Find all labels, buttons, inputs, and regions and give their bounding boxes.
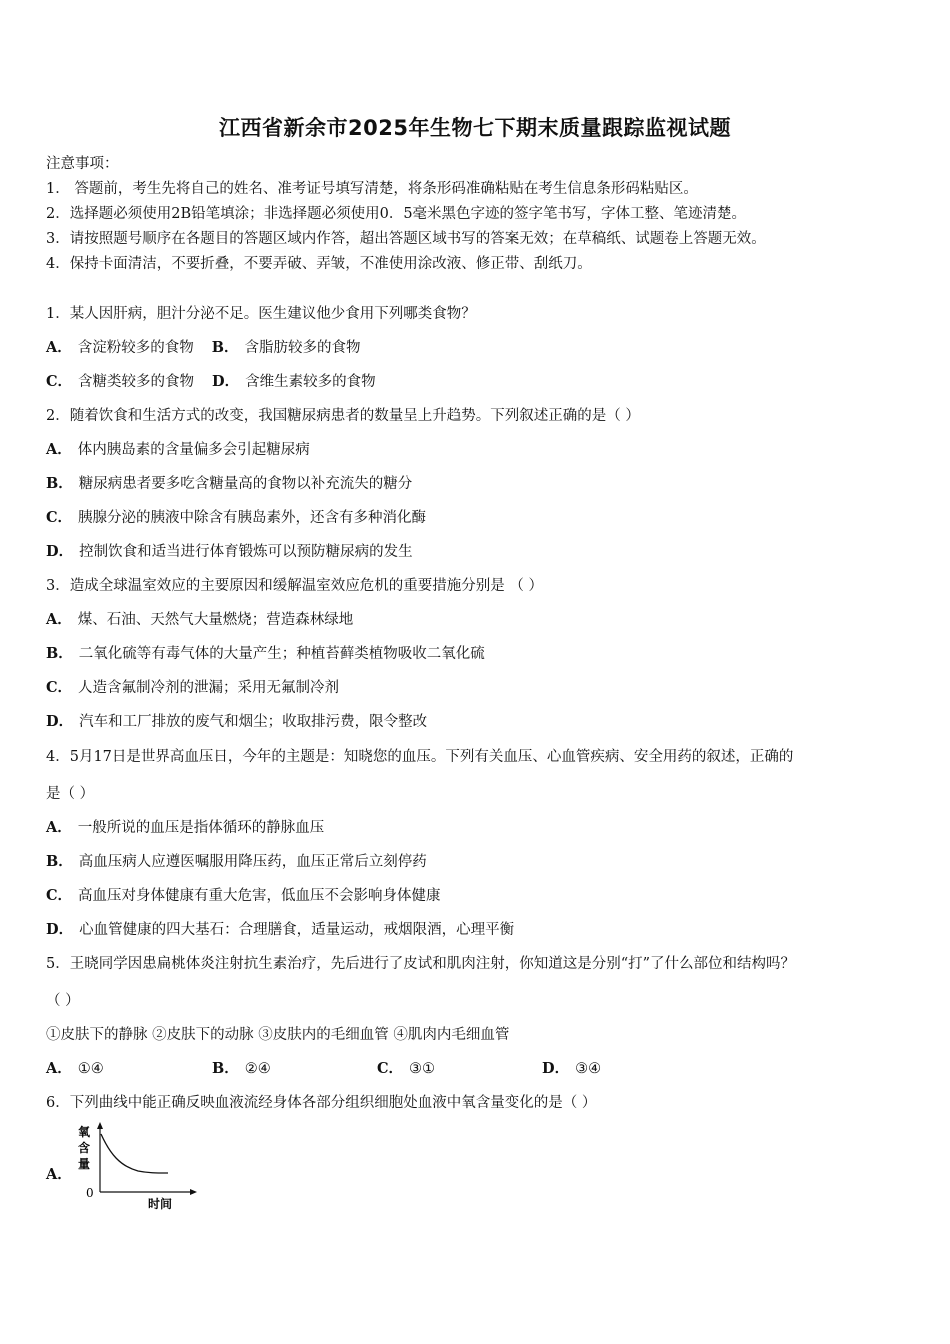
graph-curve bbox=[101, 1134, 168, 1173]
q3-option-a-row bbox=[46, 608, 353, 629]
q3-stem: 3．造成全球温室效应的主要原因和缓解温室效应危机的重要措施分别是 （ ） bbox=[46, 578, 543, 594]
graph-x-label: 时间 bbox=[148, 1197, 173, 1211]
q3-option-d: 汽车和工厂排放的废气和烟尘；收取排污费，限令整改 bbox=[79, 714, 428, 730]
q5-option-c: ③① bbox=[409, 1061, 436, 1077]
q1-option-b: 含脂肪较多的食物 bbox=[244, 340, 361, 356]
q5-option-a: ①④ bbox=[77, 1061, 104, 1077]
q1-options-row2 bbox=[46, 370, 376, 391]
q6-option-a-graph bbox=[76, 1120, 200, 1212]
q2-option-c-row bbox=[46, 506, 426, 527]
page-title: 江西省新余市2025年生物七下期末质量跟踪监视试题 bbox=[219, 116, 731, 140]
graph-y-label-1: 氧 bbox=[78, 1125, 91, 1139]
q5-items: ①皮肤下的静脉 ②皮肤下的动脉 ③皮肤内的毛细血管 ④肌肉内毛细血管 bbox=[46, 1027, 510, 1043]
q1-option-d: 含维生素较多的食物 bbox=[245, 374, 376, 390]
notice-item-2: 2．选择题必须使用2B铅笔填涂；非选择题必须使用0．5毫米黑色字迹的签字笔书写，字体工整、笔迹清楚。 bbox=[46, 206, 747, 222]
q2-option-a-row bbox=[46, 438, 310, 459]
graph-y-arrow bbox=[97, 1122, 103, 1129]
q5-b-label: B． bbox=[212, 1060, 239, 1077]
q4-option-c-row bbox=[46, 884, 441, 905]
q6-a-label: A． bbox=[46, 1166, 72, 1183]
q2-option-b-row bbox=[46, 472, 412, 493]
q4-b-label: B． bbox=[46, 853, 73, 870]
q3-a-label: A． bbox=[46, 611, 72, 628]
q2-option-b: 糖尿病患者要多吃含糖量高的食物以补充流失的糖分 bbox=[78, 476, 413, 492]
q3-c-label: C． bbox=[46, 679, 73, 696]
notice-item-1: 1． 答题前，考生先将自己的姓名、准考证号填写清楚，将条形码准确粘贴在考生信息条形码粘贴区。 bbox=[46, 181, 698, 197]
q1-options-row1 bbox=[46, 336, 361, 357]
q5-d-label: D． bbox=[542, 1060, 570, 1077]
q1-option-a: 含淀粉较多的食物 bbox=[77, 340, 194, 356]
q4-option-c: 高血压对身体健康有重大危害，低血压不会影响身体健康 bbox=[78, 888, 441, 904]
q2-option-d-row bbox=[46, 540, 413, 561]
q4-stem-line2: 是（ ） bbox=[46, 786, 95, 802]
q2-option-c: 胰腺分泌的胰液中除含有胰岛素外，还含有多种消化酶 bbox=[78, 510, 427, 526]
graph-origin: 0 bbox=[86, 1186, 94, 1200]
q4-option-d-row bbox=[46, 918, 514, 939]
q2-option-a: 体内胰岛素的含量偏多会引起糖尿病 bbox=[77, 442, 310, 458]
q4-option-b: 高血压病人应遵医嘱服用降压药，血压正常后立刻停药 bbox=[78, 854, 427, 870]
q2-d-label: D． bbox=[46, 543, 74, 560]
graph-y-label-3: 量 bbox=[78, 1157, 91, 1171]
q3-d-label: D． bbox=[46, 713, 74, 730]
q3-option-a: 煤、石油、天然气大量燃烧；营造森林绿地 bbox=[77, 612, 354, 628]
q4-option-d: 心血管健康的四大基石：合理膳食，适量运动，戒烟限酒，心理平衡 bbox=[79, 922, 515, 938]
q3-b-label: B． bbox=[46, 645, 73, 662]
q5-option-d: ③④ bbox=[575, 1061, 602, 1077]
q6-stem: 6．下列曲线中能正确反映血液流经身体各部分组织细胞处血液中氧含量变化的是（ ） bbox=[46, 1095, 597, 1111]
q1-a-label: A． bbox=[46, 339, 72, 356]
q4-option-a-row bbox=[46, 816, 324, 837]
q1-option-c: 含糖类较多的食物 bbox=[78, 374, 195, 390]
q1-b-label: B． bbox=[211, 339, 239, 356]
q1-stem: 1．某人因肝病，胆汁分泌不足。医生建议他少食用下列哪类食物？ bbox=[46, 306, 476, 322]
notice-item-3: 3．请按照题号顺序在各题目的答题区域内作答，超出答题区域书写的答案无效；在草稿纸、试题卷上答题无效。 bbox=[46, 231, 766, 247]
q4-stem-line1: 4．5月17日是世界高血压日，今年的主题是：知晓您的血压。下列有关血压、心血管疾病、安全用药的叙述，正确的 bbox=[46, 749, 794, 765]
q2-option-d: 控制饮食和适当进行体育锻炼可以预防糖尿病的发生 bbox=[79, 544, 413, 560]
notice-item-4: 4．保持卡面清洁，不要折叠，不要弄破、弄皱，不准使用涂改液、修正带、刮纸刀。 bbox=[46, 256, 592, 272]
q2-a-label: A． bbox=[46, 441, 72, 458]
graph-y-label-2: 含 bbox=[78, 1141, 91, 1155]
q2-b-label: B． bbox=[46, 475, 73, 492]
q3-option-d-row bbox=[46, 710, 427, 731]
q4-a-label: A． bbox=[46, 819, 72, 836]
q4-option-b-row bbox=[46, 850, 427, 871]
q3-option-b-row bbox=[46, 642, 485, 663]
q4-option-a: 一般所说的血压是指体循环的静脉血压 bbox=[77, 820, 325, 836]
q2-stem: 2．随着饮食和生活方式的改变，我国糖尿病患者的数量呈上升趋势。下列叙述正确的是（ ） bbox=[46, 408, 640, 424]
q3-option-c-row bbox=[46, 676, 339, 697]
q3-option-c: 人造含氟制冷剂的泄漏；采用无氟制冷剂 bbox=[78, 680, 340, 696]
graph-x-arrow bbox=[190, 1189, 197, 1195]
q1-d-label: D． bbox=[212, 373, 240, 390]
q4-c-label: C． bbox=[46, 887, 73, 904]
q5-c-label: C． bbox=[377, 1060, 404, 1077]
q2-c-label: C． bbox=[46, 509, 73, 526]
q1-c-label: C． bbox=[46, 373, 73, 390]
q5-option-b: ②④ bbox=[244, 1061, 271, 1077]
q4-d-label: D． bbox=[46, 921, 74, 938]
q5-stem-line1: 5．王晓同学因患扁桃体炎注射抗生素治疗，先后进行了皮试和肌肉注射，你知道这是分别“打”了什么部位和结构吗？ bbox=[46, 956, 796, 972]
q5-a-label: A． bbox=[46, 1060, 72, 1077]
q3-option-b: 二氧化硫等有毒气体的大量产生；种植苔藓类植物吸收二氧化硫 bbox=[78, 646, 485, 662]
notice-heading: 注意事项： bbox=[46, 156, 119, 172]
q5-stem-line2: （ ） bbox=[46, 993, 80, 1009]
